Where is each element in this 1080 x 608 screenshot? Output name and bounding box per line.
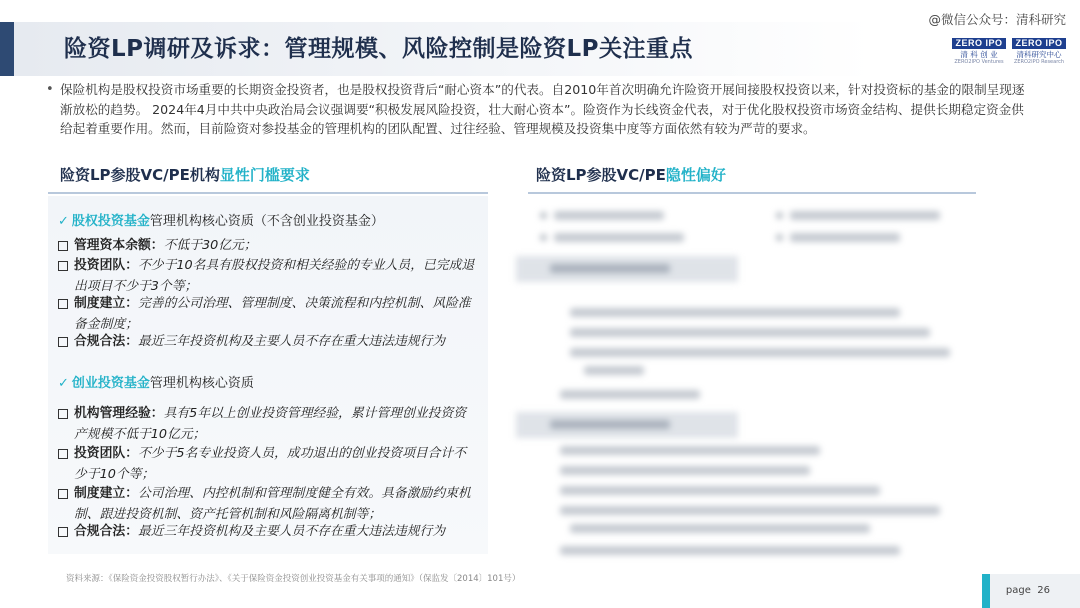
requirement-item — [58, 332, 478, 353]
logo-name: 清科研究中心 — [1016, 50, 1062, 59]
intro-paragraph — [46, 80, 1030, 139]
bullet-dot: • — [46, 82, 54, 97]
right-section-divider — [528, 192, 976, 194]
right-section-title — [536, 164, 726, 185]
check-icon: ✓ — [58, 376, 69, 391]
item-value: 最近三年投资机构及主要人员不存在重大违法违规行为 — [137, 524, 446, 539]
logo-mark: ZERO IPO — [952, 38, 1006, 49]
checkbox-square-icon — [58, 241, 68, 251]
item-value: 完善的公司治理、管理制度、决策流程和内控机制、风险准备金制度； — [74, 296, 471, 332]
requirement-item — [58, 522, 478, 543]
group-rest: 管理机构核心资质（不含创业投资基金） — [149, 214, 384, 229]
item-value: 具有5年以上创业投资管理经验，累计管理创业投资资产规模不低于10亿元； — [74, 406, 467, 442]
group-rest: 管理机构核心资质 — [149, 376, 254, 391]
page-footer-accent — [982, 574, 990, 608]
logo-sub: ZERO2IPO Research — [1013, 59, 1065, 65]
logo-mark: ZERO IPO — [1012, 38, 1066, 49]
venture-fund-heading — [58, 374, 254, 394]
equity-fund-heading — [58, 212, 384, 232]
item-label: 管理资本余额： — [74, 238, 164, 253]
logo-sub: ZERO2IPO Ventures — [954, 59, 1004, 65]
checkbox-square-icon — [58, 527, 68, 537]
left-section-title — [60, 164, 310, 185]
intro-text: 保险机构是股权投资市场重要的长期资金投资者，也是股权投资背后“耐心资本”的代表。自2010年首次明确允许险资开展间接股权投资以来，针对投资标的基金的限制呈现逐渐放松的趋势。 2024年4月中共中央政治局会议强调要“积极发展风险投资，壮大耐心资本”。险资作为长线资金代表，对于优化股权投资市场资金结构、提供长期稳定资金供给起着重要作用。然而，目前险资对参投基金的管理机构的团队配置、过往经验、管理规模及投资集中度等方面依然有较为严苛的要求。 — [60, 82, 1025, 136]
left-section-divider — [48, 192, 488, 194]
logo-zero2ipo-ventures — [952, 38, 1006, 64]
page-title: 险资LP调研及诉求：管理规模、风险控制是险资LP关注重点 — [64, 36, 694, 62]
group-highlight: 创业投资基金 — [71, 376, 150, 391]
page-label: page — [1005, 585, 1031, 596]
requirement-item — [58, 444, 478, 485]
logo-zero2ipo-research — [1012, 38, 1066, 64]
blurred-content-area — [510, 200, 980, 560]
requirement-item — [58, 256, 478, 297]
item-value: 不低于30亿元； — [163, 238, 257, 253]
group-highlight: 股权投资基金 — [71, 214, 150, 229]
title-accent-bar — [0, 22, 14, 76]
logo-name: 清 科 创 业 — [960, 50, 998, 59]
checkbox-square-icon — [58, 337, 68, 347]
item-label: 制度建立： — [74, 296, 138, 311]
item-value: 最近三年投资机构及主要人员不存在重大违法违规行为 — [137, 334, 446, 349]
requirement-item — [58, 294, 478, 335]
requirement-item — [58, 236, 478, 257]
checkbox-square-icon — [58, 261, 68, 271]
source-note: 资料来源：《保险资金投资股权暂行办法》、《关于保险资金投资创业投资基金有关事项的通知》（保监发〔2014〕101号） — [66, 574, 521, 584]
item-label: 合规合法： — [74, 334, 138, 349]
checkbox-square-icon — [58, 489, 68, 499]
watermark-text: @微信公众号：清科研究 — [928, 12, 1066, 27]
item-value: 不少于5名专业投资人员，成功退出的创业投资项目合计不少于10个等； — [74, 446, 467, 482]
item-label: 投资团队： — [74, 258, 138, 273]
item-label: 投资团队： — [74, 446, 138, 461]
page-number-value: 26 — [1037, 585, 1050, 596]
item-label: 机构管理经验： — [74, 406, 164, 421]
requirement-item — [58, 404, 478, 445]
right-title-prefix: 险资LP参股VC/PE — [536, 166, 666, 184]
item-label: 制度建立： — [74, 486, 138, 501]
right-title-highlight: 隐性偏好 — [665, 166, 726, 184]
checkbox-square-icon — [58, 449, 68, 459]
item-label: 合规合法： — [74, 524, 138, 539]
checkbox-square-icon — [58, 409, 68, 419]
left-title-highlight: 显性门槛要求 — [219, 166, 310, 184]
item-value: 公司治理、内控机制和管理制度健全有效。具备激励约束机制、跟进投资机制、资产托管机制和风险隔离机制等； — [74, 486, 471, 522]
page-number — [1006, 585, 1050, 596]
checkbox-square-icon — [58, 299, 68, 309]
requirement-item — [58, 484, 478, 525]
check-icon: ✓ — [58, 214, 69, 229]
item-value: 不少于10名具有股权投资和相关经验的专业人员，已完成退出项目不少于3个等； — [74, 258, 475, 294]
left-title-prefix: 险资LP参股VC/PE机构 — [60, 166, 220, 184]
